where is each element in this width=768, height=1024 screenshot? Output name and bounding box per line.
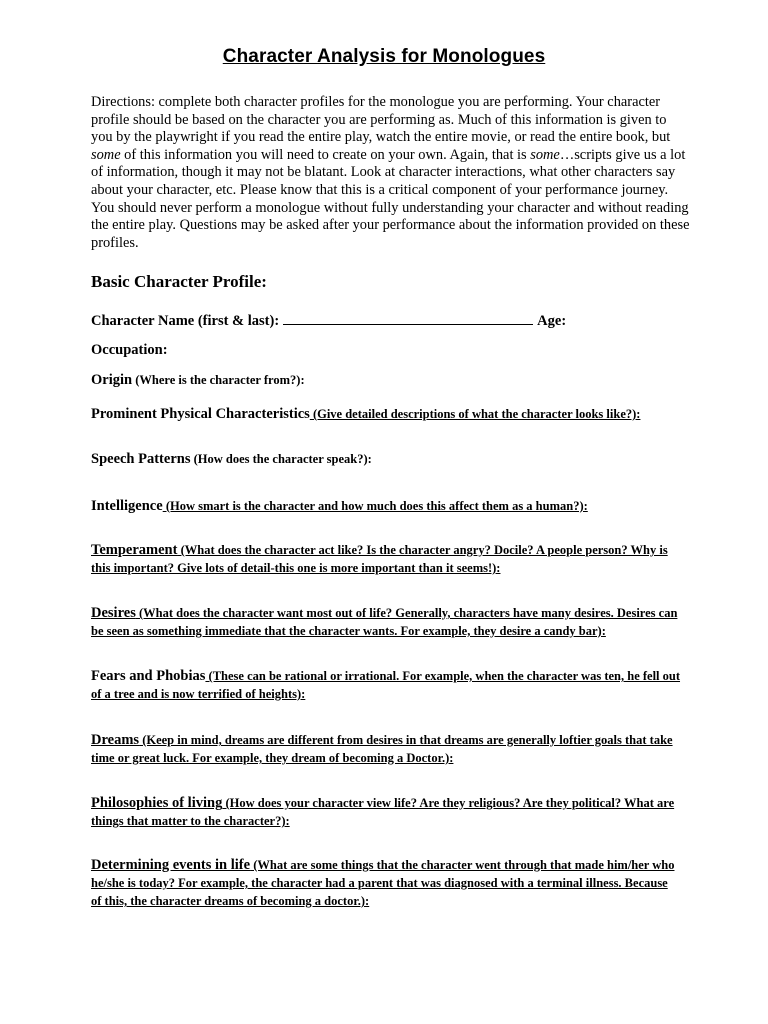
dreams-field [91, 731, 681, 767]
field-label: Dreams [91, 732, 140, 748]
age-label: Age: [537, 313, 567, 329]
field-hint: (Keep in mind, dreams are different from desires in that dreams are generally loftier goals that take time or great luck. For example, they dream of becoming a Doctor.): [91, 733, 673, 765]
temperament-field [91, 541, 681, 577]
field-label: Prominent Physical Characteristics [91, 406, 310, 422]
occupation-label: Occupation: [91, 342, 168, 358]
field-hint: (These can be rational or irrational. For example, when the character was ten, he fell out of a tree and is now terrified of heights): [91, 669, 681, 701]
field-hint: (How does the character speak?): [190, 452, 372, 466]
page-title: Character Analysis for Monologues [222, 46, 546, 67]
directions-paragraph [91, 94, 691, 252]
directions-text-3: …scripts give us a lot of information, though it may not be blatant. Look at character interactions, what other characters say about your character, etc. Please know that this is a critical component of your performance journey. You should never perform a monologue without fully understanding your character and without reading the entire play. Questions may be asked after your performance about the information provided on these profiles. [91, 146, 690, 251]
directions-emphasis-2: some [530, 146, 560, 163]
fears-and-phobias-field [91, 667, 681, 703]
desires-field [91, 604, 681, 640]
field-hint: (Where is the character from?): [132, 373, 305, 387]
directions-text-2: of this information you will need to create on your own. Again, that is [120, 146, 531, 163]
field-hint: (Give detailed descriptions of what the character looks like?): [309, 407, 641, 421]
field-label: Philosophies of living [91, 795, 223, 811]
field-hint: (What does the character act like? Is the character angry? Docile? A people person? Why is this important? Give lots of detail-this one is more important than it seems!): [91, 543, 668, 575]
field-hint: (How smart is the character and how much does this affect them as a human?): [162, 499, 588, 513]
physical-characteristics-field [91, 405, 681, 423]
determining-events-field [91, 856, 681, 910]
intelligence-field [91, 497, 681, 515]
profile-section-title: Basic Character Profile: [91, 272, 267, 291]
field-label: Fears and Phobias [91, 668, 206, 684]
field-label: Desires [91, 605, 136, 621]
speech-patterns-field [91, 450, 681, 468]
philosophies-of-living-field [91, 794, 681, 830]
character-name-field [91, 311, 681, 330]
character-name-blank[interactable] [283, 311, 533, 325]
origin-field [91, 371, 681, 389]
field-label: Temperament [91, 542, 178, 558]
field-hint: (What are some things that the character went through that made him/her who he/she is today? For example, the character had a parent that was diagnosed with a terminal illness. Because of this, the character dreams of becoming a doctor.): [91, 858, 675, 908]
field-label: Determining events in life [91, 857, 251, 873]
directions-emphasis-1: some [91, 146, 121, 163]
field-hint: (What does the character want most out of life? Generally, characters have many desires. Desires can be seen as something immediate that the character wants. For example, they desire a candy bar): [91, 606, 678, 638]
directions-text-1: Directions: complete both character profiles for the monologue you are performing. Your character profile should be based on the character you are performing as. Much of this information is given to you by the playwright if you read the entire play, watch the entire movie, or read the entire book, but [91, 94, 671, 146]
field-label: Speech Patterns [91, 451, 191, 467]
occupation-field [91, 341, 681, 359]
character-name-label: Character Name (first & last): [91, 313, 280, 329]
field-label: Origin [91, 372, 133, 388]
field-hint: (How does your character view life? Are they religious? Are they political? What are things that matter to the character?): [91, 796, 675, 828]
field-label: Intelligence [91, 498, 163, 514]
